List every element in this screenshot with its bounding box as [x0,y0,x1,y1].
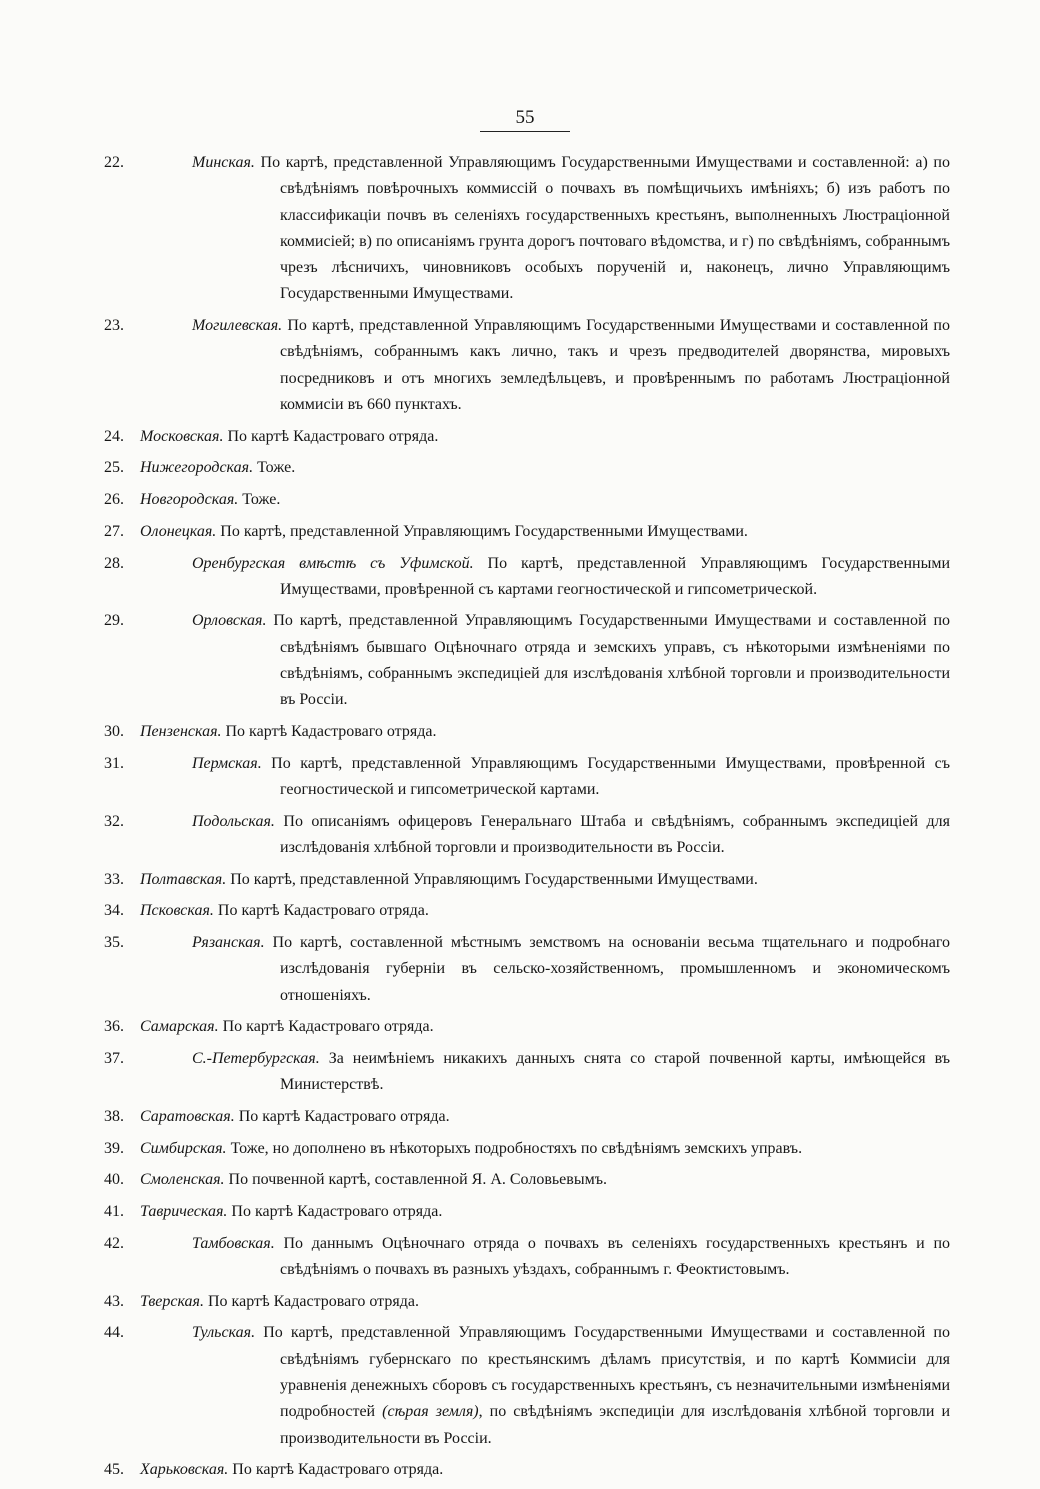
entry-number: 38. [104,1108,124,1126]
entry-text: По картѣ Кадастроваго отряда. [238,1108,450,1126]
entry-text-italic: (сѣрая земля) [382,1403,479,1421]
entry-text: По картѣ, представленной Управляющимъ Государственными Имуществами и составленной по свѣдѣніямъ, собраннымъ какъ лично, такъ и чрезъ предводителей дворянства, мировыхъ посредниковъ и отъ многихъ земледѣльцевъ, и провѣреннымъ по работамъ Люстраціонной коммисіи въ 660 пунктахъ. [280,317,950,414]
province-name: Полтавская. [140,870,227,888]
list-item [104,751,950,804]
list-item [104,930,950,1009]
list-item [104,424,950,450]
province-name: Могилевская. [192,317,283,335]
entry-text: По картѣ Кадастроваго отряда. [231,1203,443,1221]
entry-number: 24. [104,427,124,445]
entry-number: 37. [104,1050,124,1068]
entry-text: Тоже. [242,491,281,509]
entry-text: По картѣ, представленной Управляющимъ Государственными Имуществами, провѣренной съ картами геогностической и гипсометрической. [280,554,951,598]
entry-number: 40. [104,1171,124,1189]
list-item [104,898,950,924]
entry-text: По картѣ Кадастроваго отряда. [208,1292,419,1310]
province-name: Саратовская. [140,1108,235,1126]
province-name: Минская. [192,154,255,171]
entry-number: 33. [104,870,124,888]
entry-text: По картѣ, составленной мѣстнымъ земствомъ на основаніи весьма тщательнаго и подробнаго изслѣдованія губерніи въ сельско-хозяйственномъ, промышленномъ и экономическомъ отношеніяхъ. [272,934,951,1004]
province-name: Московская. [140,427,224,445]
entry-number: 26. [104,491,124,509]
list-item [104,1199,950,1225]
entry-number: 31. [104,754,124,772]
entry-number: 27. [104,522,124,540]
list-item [104,1289,950,1315]
entry-text-after: , по свѣдѣніямъ экспедиціи для изслѣдованія хлѣбной торговли и производительности въ Россіи. [280,1403,951,1447]
list-item [104,455,950,481]
page-number: 55 [480,106,570,132]
province-name: Таврическая. [140,1203,228,1221]
province-name: Рязанская. [192,934,265,952]
province-name: Псковская. [140,902,214,920]
entry-number: 39. [104,1139,124,1157]
entry-number: 42. [104,1234,124,1252]
province-name: Новгородская. [140,491,239,509]
province-name: Харьковская. [140,1461,229,1479]
entry-text: По картѣ, представленной Управляющимъ Государственными Имуществами. [220,522,748,540]
entry-number: 30. [104,723,124,741]
list-item [104,313,950,418]
province-name: Оренбургская вмѣстѣ съ Уфимской. [192,554,474,572]
entry-text: Тоже, но дополнено въ нѣкоторыхъ подробностяхъ по свѣдѣніямъ земскихъ управъ. [230,1139,803,1157]
list-item [104,1136,950,1162]
province-name: Тамбовская. [192,1234,275,1252]
province-name: С.-Петербургская. [192,1050,320,1068]
entry-text: По даннымъ Оцѣночнаго отряда о почвахъ въ селеніяхъ государственныхъ крестьянъ и по свѣдѣніямъ о почвахъ въ разныхъ уѣздахъ, собраннымъ г. Феоктистовымъ. [280,1234,951,1279]
province-name: Олонецкая. [140,522,217,540]
list-item [104,809,950,862]
entries-list [104,150,950,1489]
entry-text: По картѣ Кадастроваго отряда. [225,723,437,741]
entry-number: 36. [104,1018,124,1036]
list-item [104,1320,950,1451]
province-name: Пензенская. [140,723,222,741]
list-item [104,1014,950,1040]
list-item [104,551,950,604]
entry-number: 32. [104,812,124,830]
entry-number: 45. [104,1461,124,1479]
province-name: Подольская. [192,812,275,830]
entry-text: По картѣ, представленной Управляющимъ Государственными Имуществами и составленной по свѣдѣніямъ бывшаго Оцѣночнаго отряда и земскихъ управъ, съ нѣкоторыми измѣненіями по свѣдѣніямъ, собраннымъ экспедиціей для изслѣдованія хлѣбной торговли и производительности въ Россіи. [273,612,951,709]
entry-number: 29. [104,612,124,630]
entry-text: По почвенной картѣ, составленной Я. А. Соловьевымъ. [228,1171,607,1189]
entry-text: По картѣ, представленной Управляющимъ Государственными Имуществами и составленной: а) по свѣдѣніямъ повѣрочныхъ коммиссій о почвахъ въ помѣщичьихъ имѣніяхъ; б) изъ работъ по классификаціи почвъ въ селеніяхъ государственныхъ крестьянъ, выполненныхъ Люстраціонной коммисіей; в) по описаніямъ грунта дорогъ почтоваго вѣдомства, и г) по свѣдѣніямъ, собраннымъ чрезъ лѣсничихъ, чиновниковъ особыхъ порученій и, наконецъ, лично Управляющимъ Государственными Имуществами. [260,154,950,303]
entry-text: За неимѣніемъ никакихъ данныхъ снята со старой почвенной карты, имѣющейся въ Министерствѣ. [280,1050,951,1094]
province-name: Смоленская. [140,1171,225,1189]
province-name: Симбирская. [140,1139,227,1157]
list-item [104,1046,950,1099]
entry-text: По картѣ Кадастроваго отряда. [232,1461,444,1479]
list-item [104,1104,950,1130]
entry-number: 41. [104,1203,124,1221]
entry-text: По картѣ Кадастроваго отряда. [227,427,439,445]
list-item [104,519,950,545]
list-item [104,1231,950,1284]
entry-text: По описаніямъ офицеровъ Генеральнаго Штаба и свѣдѣніямъ, собраннымъ экспедиціей для изслѣдованія хлѣбной торговли и производительности въ Россіи. [280,812,950,857]
list-item [104,608,950,713]
entry-number: 22. [104,154,124,171]
list-item [104,487,950,513]
list-item [104,1457,950,1483]
province-name: Тульская. [192,1324,256,1342]
entry-text: По картѣ Кадастроваго отряда. [217,902,429,920]
list-item [104,719,950,745]
entry-text: Тоже. [257,459,296,477]
province-name: Самарская. [140,1018,219,1036]
entry-text: По картѣ, представленной Управляющимъ Государственными Имуществами, провѣренной съ геогностической и гипсометрической картами. [271,754,950,799]
entry-number: 28. [104,554,124,572]
entry-number: 34. [104,902,124,920]
entry-text: По картѣ, представленной Управляющимъ Государственными Имуществами и составленной по свѣдѣніямъ губернскаго по крестьянскимъ дѣламъ присутствія, и по картѣ Коммисіи для уравненія денежныхъ сборовъ съ государственныхъ крестьянъ, съ незначительными измѣненіями подробностей [263,1324,950,1421]
province-name: Пермская. [192,754,262,772]
list-item [104,150,950,308]
entry-number: 43. [104,1292,124,1310]
entry-number: 44. [104,1324,124,1342]
entry-number: 35. [104,934,124,952]
entry-text: По картѣ, представленной Управляющимъ Государственными Имуществами. [230,870,758,888]
entry-number: 25. [104,459,124,477]
province-name: Тверская. [140,1292,204,1310]
list-item [104,1167,950,1193]
list-item [104,867,950,893]
province-name: Нижегородская. [140,459,254,477]
entry-number: 23. [104,317,124,335]
entry-text: По картѣ Кадастроваго отряда. [222,1018,434,1036]
province-name: Орловская. [192,612,267,630]
